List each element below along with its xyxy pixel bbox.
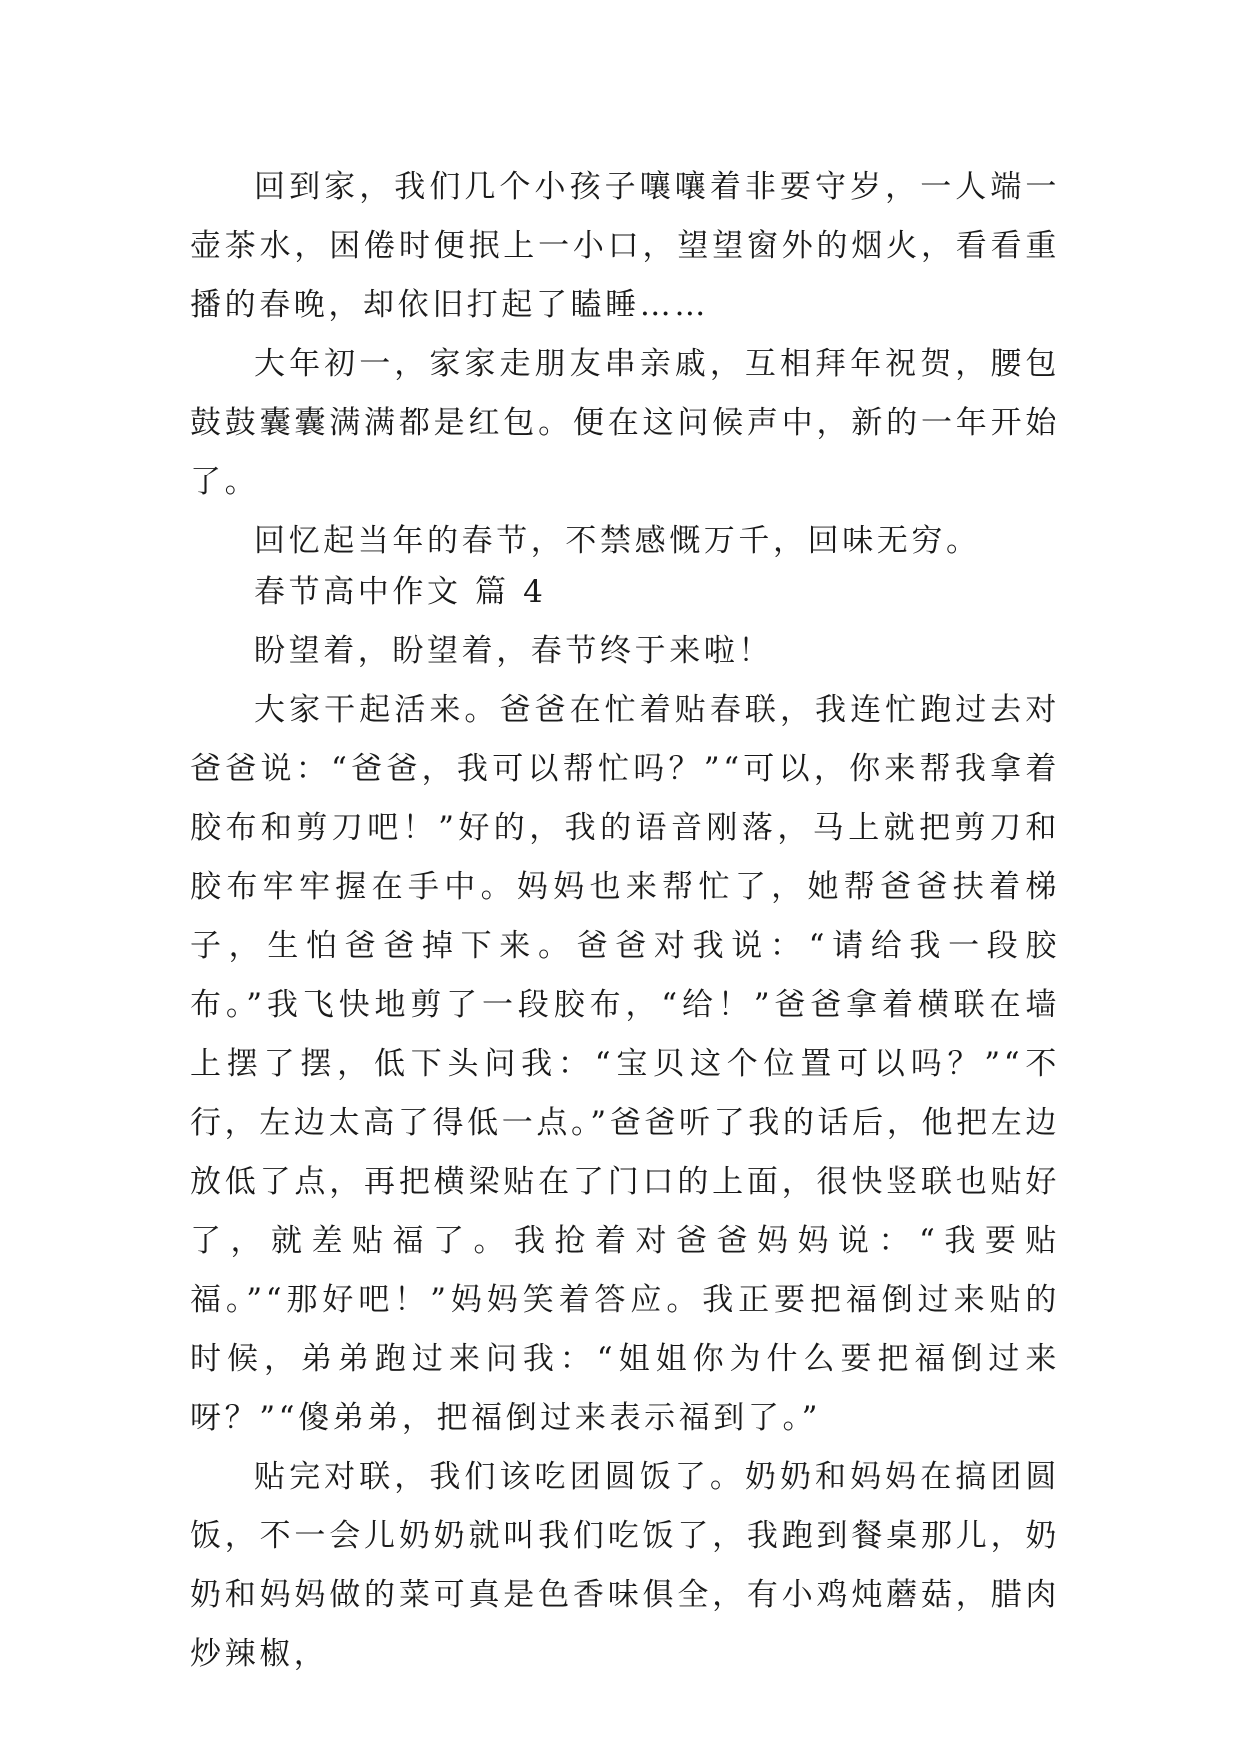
paragraph: 贴完对联，我们该吃团圆饭了。奶奶和妈妈在搞团圆饭，不一会儿奶奶就叫我们吃饭了，我跑到餐桌那儿，奶奶和妈妈做的菜可真是色香味俱全，有小鸡炖蘑菇，腊肉炒辣椒， xyxy=(190,1459,1060,1672)
paragraph: 回忆起当年的春节，不禁感慨万千，回味无穷。 xyxy=(254,523,981,559)
paragraph: 回到家，我们几个小孩子嚷嚷着非要守岁，一人端一壶茶水，困倦时便抿上一小口，望望窗外的烟火，看看重播的春晚，却依旧打起了瞌睡…… xyxy=(190,169,1060,323)
section-heading: 春节高中作文 篇 4 xyxy=(254,574,547,610)
section-1 xyxy=(190,158,1060,571)
section-2 xyxy=(190,563,1060,1684)
paragraph: 盼望着，盼望着，春节终于来啦！ xyxy=(254,633,773,669)
paragraph: 大家干起活来。爸爸在忙着贴春联，我连忙跑过去对爸爸说：“爸爸，我可以帮忙吗？”“可以，你来帮我拿着胶布和剪刀吧！”好的，我的语音刚落，马上就把剪刀和胶布牢牢握在手中。妈妈也来帮忙了，她帮爸爸扶着梯子，生怕爸爸掉下来。爸爸对我说：“请给我一段胶布。”我飞快地剪了一段胶布，“给！”爸爸拿着横联在墙上摆了摆，低下头问我：“宝贝这个位置可以吗？”“不行，左边太高了得低一点。”爸爸听了我的话后，他把左边放低了点，再把横梁贴在了门口的上面，很快竖联也贴好了，就差贴福了。我抢着对爸爸妈妈说：“我要贴福。”“那好吧！”妈妈笑着答应。我正要把福倒过来贴的时候，弟弟跑过来问我：“姐姐你为什么要把福倒过来呀？”“傻弟弟，把福倒过来表示福到了。” xyxy=(190,692,1060,1436)
paragraph: 大年初一，家家走朋友串亲戚，互相拜年祝贺，腰包鼓鼓囊囊满满都是红包。便在这问候声中，新的一年开始了。 xyxy=(190,346,1060,500)
